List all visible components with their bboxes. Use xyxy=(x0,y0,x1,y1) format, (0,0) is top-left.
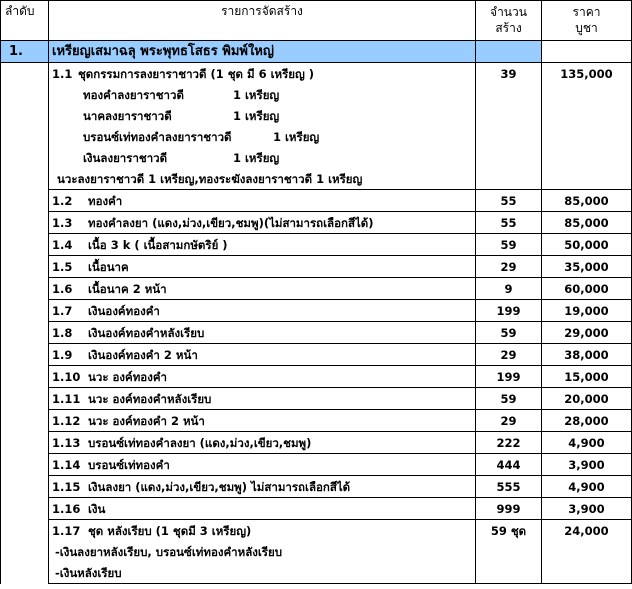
table-row xyxy=(1,190,632,212)
table-row xyxy=(1,322,632,344)
table-row xyxy=(1,126,632,147)
header-qty: จำนวน สร้าง xyxy=(476,1,542,41)
item-number: 1.3 xyxy=(52,215,73,230)
section-row xyxy=(1,41,632,63)
item-name: นวะ องค์ทองคำ xyxy=(88,369,167,384)
table-row xyxy=(1,388,632,410)
item-number: 1.2 xyxy=(52,193,73,208)
item-qty: 9 xyxy=(476,278,542,300)
item-price: 28,000 xyxy=(542,410,632,432)
item-name: เนื้อนาค 2 หน้า xyxy=(88,281,167,296)
table-row xyxy=(1,476,632,498)
item-qty: 29 xyxy=(476,256,542,278)
item-number: 1.7 xyxy=(52,303,73,318)
item-name: เงินลงยา (แดง,ม่วง,เขียว,ชมพู) ไม่สามารถเลือกสีได้ xyxy=(88,479,351,494)
item-number: 1.4 xyxy=(52,237,73,252)
item-qty: 222 xyxy=(476,432,542,454)
table-row xyxy=(1,278,632,300)
item-qty: 999 xyxy=(476,498,542,520)
item-number: 1.14 xyxy=(52,457,81,472)
header-row xyxy=(1,1,632,41)
header-price: ราคา บูชา xyxy=(542,1,632,41)
table-row xyxy=(1,234,632,256)
item-name: นวะ องค์ทองคำ 2 หน้า xyxy=(88,413,205,428)
item-number: 1.15 xyxy=(52,479,81,494)
table-row xyxy=(1,432,632,454)
item-qty: 29 xyxy=(476,344,542,366)
table-row xyxy=(1,520,632,542)
sub-item-name: บรอนซ์เท่ทองคำลงยาราชาวดี xyxy=(83,129,232,144)
item-price: 60,000 xyxy=(542,278,632,300)
item-qty: 55 xyxy=(476,190,542,212)
header-no: ลำดับ xyxy=(1,1,49,41)
table-row xyxy=(1,541,632,562)
item-name: ทองคำ xyxy=(88,193,123,208)
item-qty: 59 ชุด xyxy=(476,520,542,542)
item-qty: 555 xyxy=(476,476,542,498)
item-name: เนื้อนาค xyxy=(88,259,129,274)
sub-item-count: 1 เหรียญ xyxy=(233,87,280,102)
table-row xyxy=(1,300,632,322)
sub-item-name: ทองคำลงยาราชาวดี xyxy=(83,87,184,102)
item-name: ทองคำลงยา (แดง,ม่วง,เขียว,ชมพู)(ไม่สามารถเลือกสีได้) xyxy=(88,215,374,230)
item-name: เงินองค์ทองคำหลังเรียบ xyxy=(88,325,205,340)
item-qty: 59 xyxy=(476,234,542,256)
item-price: 135,000 xyxy=(542,63,632,85)
item-number: 1.9 xyxy=(52,347,73,362)
table-row xyxy=(1,344,632,366)
table-row xyxy=(1,105,632,126)
item-number: 1.1 xyxy=(52,66,73,81)
item-name: เงิน xyxy=(88,501,106,516)
item-name: เงินองค์ทองคำ 2 หน้า xyxy=(88,347,198,362)
item-number: 1.17 xyxy=(52,523,81,538)
item-qty: 39 xyxy=(476,63,542,85)
item-number: 1.12 xyxy=(52,413,81,428)
item-number: 1.16 xyxy=(52,501,81,516)
table-row xyxy=(1,147,632,168)
table-row xyxy=(1,168,632,190)
table-row xyxy=(1,63,632,85)
item-name: บรอนซ์เท่ทองคำ xyxy=(88,457,170,472)
sub-item-count: 1 เหรียญ xyxy=(233,150,280,165)
item-price: 85,000 xyxy=(542,190,632,212)
table-row xyxy=(1,256,632,278)
item-qty: 59 xyxy=(476,388,542,410)
item-qty: 199 xyxy=(476,366,542,388)
table-row xyxy=(1,562,632,584)
table-row xyxy=(1,498,632,520)
item-price: 85,000 xyxy=(542,212,632,234)
section-title: เหรียญเสมาฉลุ พระพุทธโสธร พิมพ์ใหญ่ xyxy=(49,41,476,63)
set-line: -เงินหลังเรียบ xyxy=(55,565,122,580)
item-price: 4,900 xyxy=(542,476,632,498)
table-row xyxy=(1,84,632,105)
item-qty: 199 xyxy=(476,300,542,322)
sub-item-name: นาคลงยาราชาวดี xyxy=(83,108,172,123)
item-qty: 444 xyxy=(476,454,542,476)
item-price: 24,000 xyxy=(542,520,632,542)
item-number: 1.5 xyxy=(52,259,73,274)
item-name: เงินองค์ทองคำ xyxy=(88,303,160,318)
item-number: 1.8 xyxy=(52,325,73,340)
item-number: 1.11 xyxy=(52,391,81,406)
sub-item-name: เงินลงยาราชาวดี xyxy=(83,150,168,165)
item-name: ชุด หลังเรียบ (1 ชุดมี 3 เหรียญ) xyxy=(88,523,252,538)
item-qty: 59 xyxy=(476,322,542,344)
table-row xyxy=(1,366,632,388)
section-number: 1. xyxy=(1,41,49,63)
item-name: เนื้อ 3 k ( เนื้อสามกษัตริย์ ) xyxy=(88,237,228,252)
item-price: 20,000 xyxy=(542,388,632,410)
item-price: 35,000 xyxy=(542,256,632,278)
item-price: 38,000 xyxy=(542,344,632,366)
item-price: 3,900 xyxy=(542,498,632,520)
set-note: นวะลงยาราชาวดี 1 เหรียญ,ทองระฆังลงยาราชาวดี 1 เหรียญ xyxy=(57,171,363,186)
sub-item-count: 1 เหรียญ xyxy=(233,108,280,123)
item-price: 29,000 xyxy=(542,322,632,344)
item-name: บรอนซ์เท่ทองคำลงยา (แดง,ม่วง,เขียว,ชมพู) xyxy=(88,435,312,450)
item-number: 1.6 xyxy=(52,281,73,296)
item-price: 3,900 xyxy=(542,454,632,476)
item-qty: 29 xyxy=(476,410,542,432)
item-number: 1.10 xyxy=(52,369,81,384)
table-row xyxy=(1,454,632,476)
item-qty: 55 xyxy=(476,212,542,234)
set-line: -เงินลงยาหลังเรียบ, บรอนซ์เท่ทองคำหลังเรียบ xyxy=(55,544,283,559)
item-number: 1.13 xyxy=(52,435,81,450)
item-price: 15,000 xyxy=(542,366,632,388)
item-price: 4,900 xyxy=(542,432,632,454)
item-name: ชุดกรรมการลงยาราชาวดี (1 ชุด มี 6 เหรียญ ) xyxy=(78,66,315,81)
header-item: รายการจัดสร้าง xyxy=(49,1,476,41)
item-name: นวะ องค์ทองคำหลังเรียบ xyxy=(88,391,212,406)
item-price: 50,000 xyxy=(542,234,632,256)
table-row xyxy=(1,212,632,234)
sub-item-count: 1 เหรียญ xyxy=(273,129,320,144)
item-price: 19,000 xyxy=(542,300,632,322)
table-row xyxy=(1,410,632,432)
